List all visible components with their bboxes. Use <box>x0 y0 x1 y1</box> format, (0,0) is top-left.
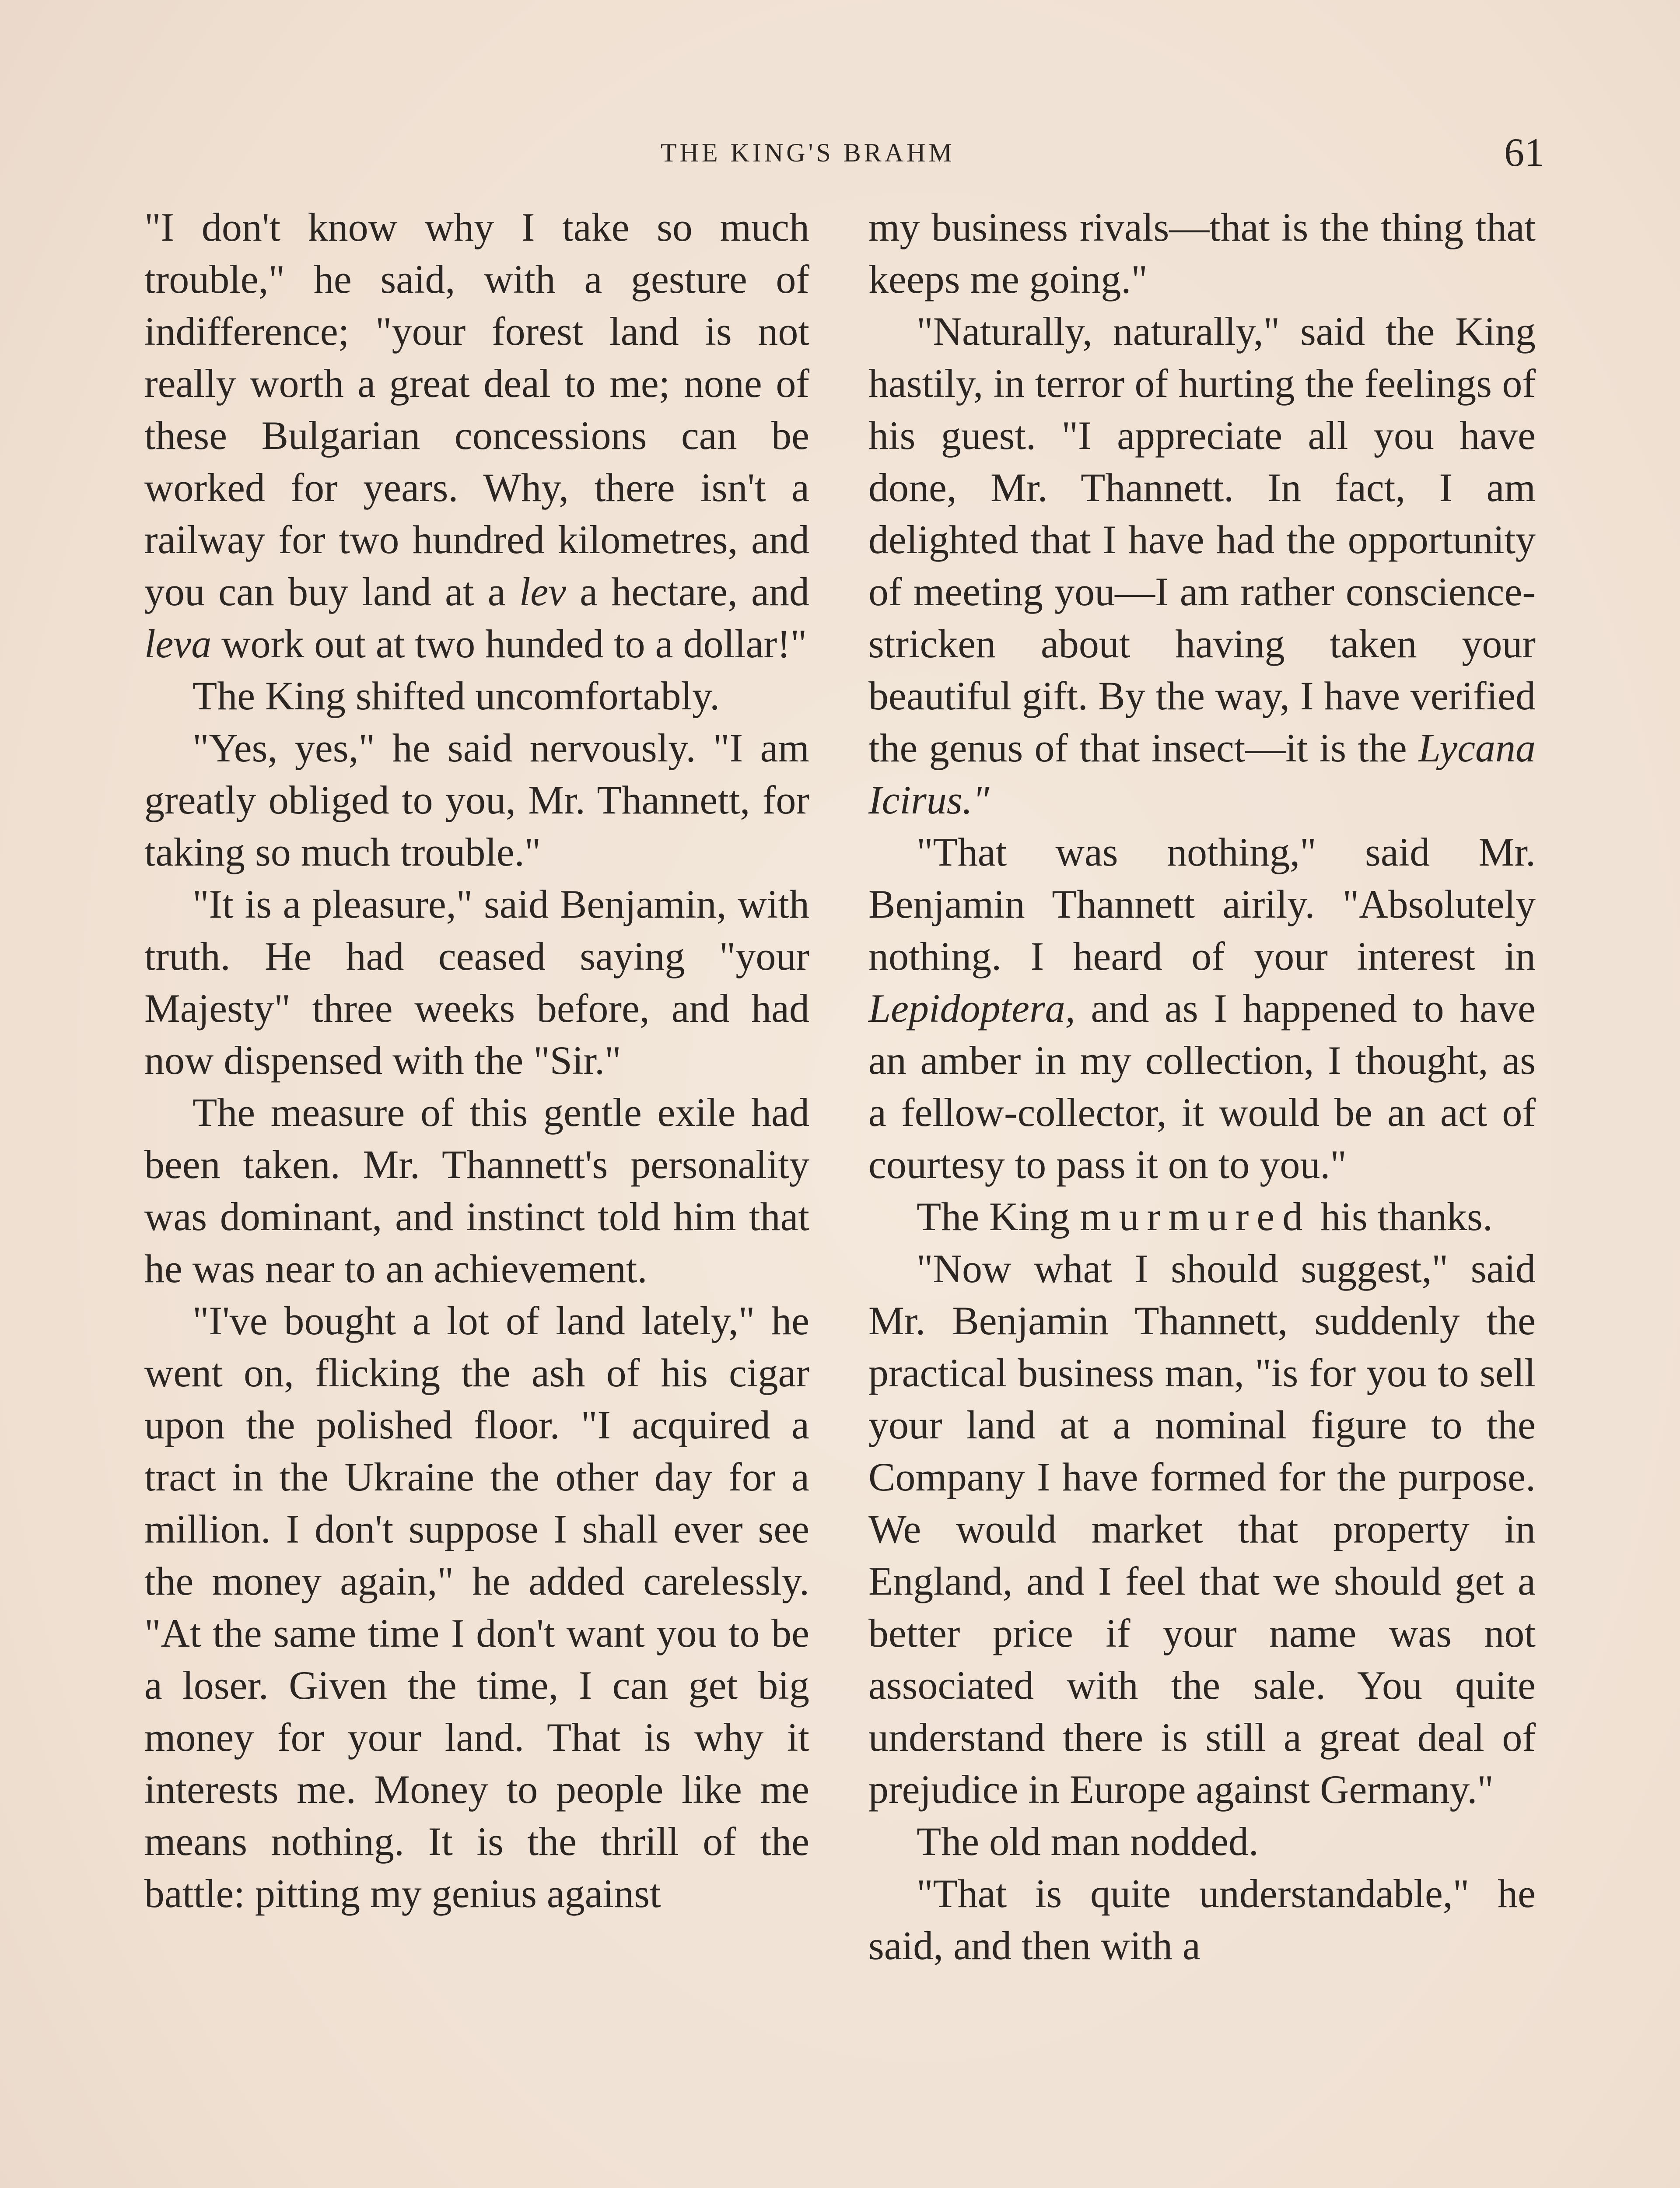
paragraph: "Yes, yes," he said nervously. "I am greatly obliged to you, Mr. Thannett, for taking so much trouble." <box>144 726 809 874</box>
paragraph: "Naturally, naturally," said the King hastily, in terror of hurting the feelings of his guest. "I appreciate all you have done, Mr. Thannett. In fact, I am delighted that I have had the opportunity of meeting you—I am rather conscience-stricken about having taken your beautiful gift. By the way, I have verified the genus of that insect—it is the Lycana Icirus." <box>868 309 1536 822</box>
page-number: 61 <box>1504 130 1544 175</box>
paragraph: The King shifted uncomfortably. <box>192 673 720 718</box>
paragraph: The old man nodded. <box>917 1819 1259 1864</box>
page-header <box>144 129 1544 190</box>
paragraph: The measure of this gentle exile had been taken. Mr. Thannett's personality was dominant, and instinct told him that he was near to an achievement. <box>144 1090 809 1291</box>
paragraph: my business rivals—that is the thing that keeps me going." <box>868 205 1536 302</box>
paragraph: "I've bought a lot of land lately," he went on, flicking the ash of his cigar upon the polished floor. "I acquired a tract in the Ukraine the other day for a million. I don't suppose I shall ever see the money again," he added carelessly. "At the same time I don't want you to be a loser. Given the time, I can get big money for your land. That is why it interests me. Money to people like me means nothing. It is the thrill of the battle: pitting my genius against <box>144 1298 809 1916</box>
paragraph: "That is quite understandable," he said, and then with a <box>868 1871 1536 1968</box>
paragraph: The King murmured his thanks. <box>917 1194 1493 1239</box>
paragraph: "I don't know why I take so much trouble," he said, with a gesture of indifference; "your forest land is not really worth a great deal to me; none of these Bulgarian concessions can be worked for years. Why, there isn't a railway for two hundred kilometres, and you can buy land at a lev a hectare, and leva work out at two hunded to a dollar!" <box>144 205 810 666</box>
left-column <box>144 201 809 1920</box>
paragraph: "It is a pleasure," said Benjamin, with truth. He had ceased saying "your Majesty" three weeks before, and had now dispensed with the "Sir." <box>144 882 809 1083</box>
paragraph: "That was nothing," said Mr. Benjamin Thannett airily. "Absolutely nothing. I heard of your interest in Lepidoptera, and as I happened to have an amber in my collection, I thought, as a fellow-collector, it would be an act of courtesy to pass it on to you." <box>868 830 1536 1187</box>
running-title: THE KING'S BRAHM <box>661 138 955 167</box>
right-column <box>868 201 1536 1972</box>
paragraph: "Now what I should suggest," said Mr. Benjamin Thannett, suddenly the practical business man, "is for you to sell your land at a nominal figure to the Company I have formed for the purpose. We would market that property in England, and I feel that we should get a better price if your name was not associated with the sale. You quite understand there is still a great deal of prejudice in Europe against Germany." <box>868 1246 1536 1812</box>
